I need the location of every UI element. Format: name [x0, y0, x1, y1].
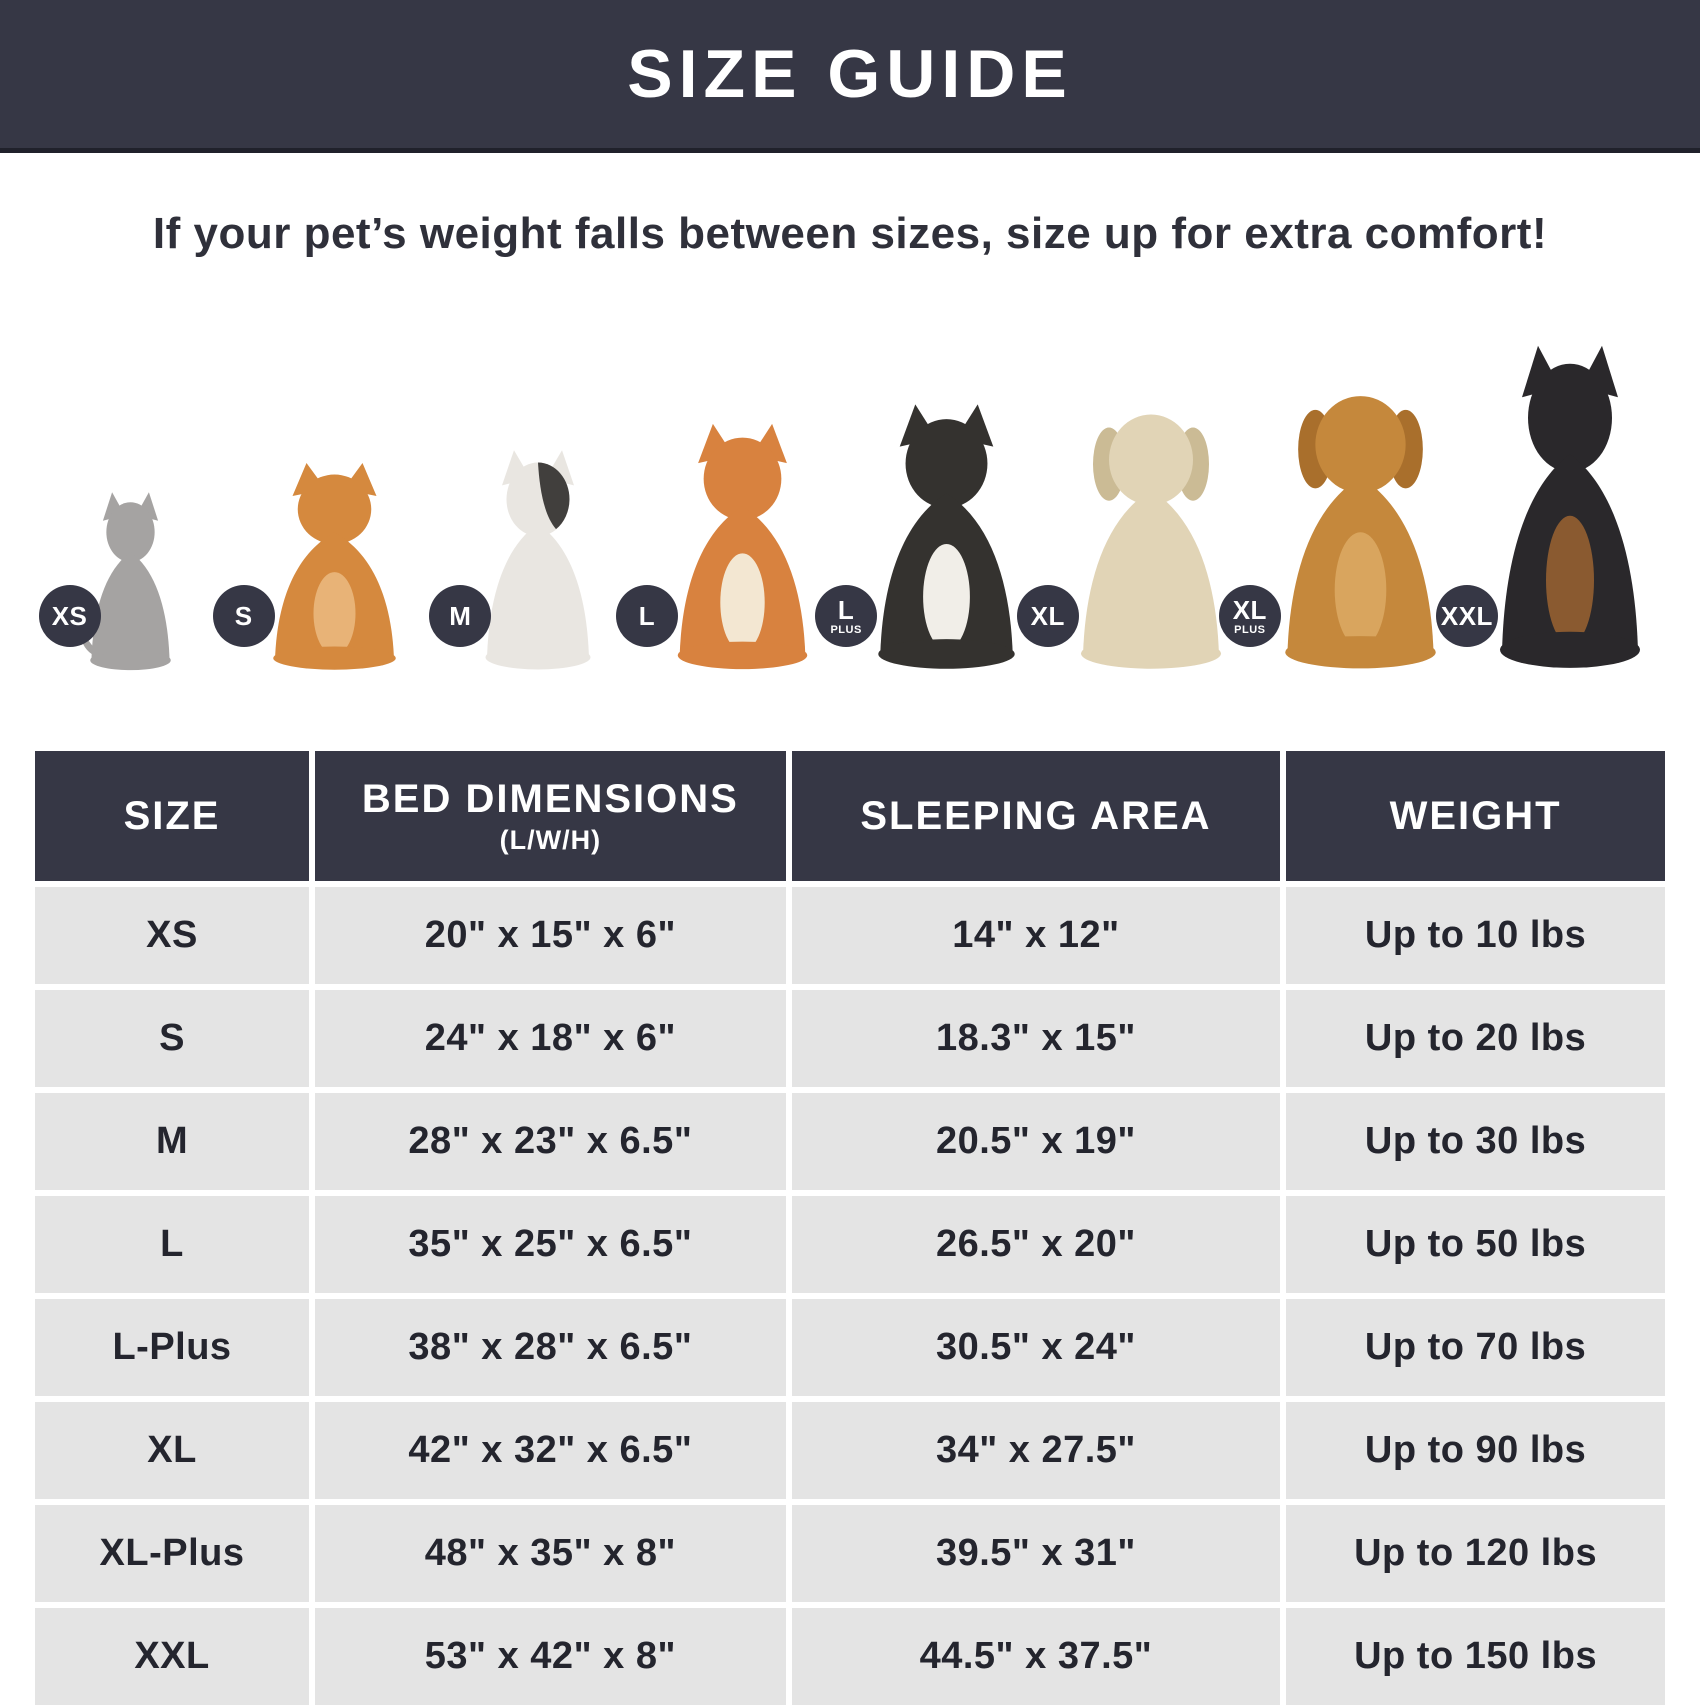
size-badge-label: M — [449, 601, 472, 631]
size-table — [35, 751, 1665, 1705]
cell-weight-row-xxl: Up to 150 lbs — [1286, 1608, 1665, 1705]
labrador-xl — [1030, 393, 1251, 673]
golden-retriever-xlplus-illustration — [1253, 373, 1468, 673]
cell-bed-dimensions-row-s: 24" x 18" x 6" — [315, 990, 786, 1087]
cell-sleeping-area-row-xl-plus: 39.5" x 31" — [792, 1505, 1280, 1602]
column-header-size — [35, 751, 309, 881]
cell-bed-dimensions-row-xl: 42" x 32" x 6.5" — [315, 1402, 786, 1499]
cell-weight-row-s: Up to 20 lbs — [1286, 990, 1665, 1087]
cell-sleeping-area-row-s: 18.3" x 15" — [792, 990, 1280, 1087]
cell-bed-dimensions-row-xs: 20" x 15" x 6" — [315, 887, 786, 984]
size-badge-xxl — [1436, 585, 1498, 647]
cat-xs-illustration — [73, 488, 188, 673]
pomeranian-s-illustration — [247, 458, 422, 673]
labrador-xl-illustration — [1051, 393, 1251, 673]
cell-weight-row-xl: Up to 90 lbs — [1286, 1402, 1665, 1499]
cell-sleeping-area-row-l: 26.5" x 20" — [792, 1196, 1280, 1293]
cell-sleeping-area-row-xl: 34" x 27.5" — [792, 1402, 1280, 1499]
pet-m — [436, 301, 640, 673]
cell-weight-row-l-plus: Up to 70 lbs — [1286, 1299, 1665, 1396]
cell-bed-dimensions-row-l: 35" x 25" x 6.5" — [315, 1196, 786, 1293]
size-badge-label: XXL — [1440, 601, 1493, 631]
size-badge-xs — [39, 585, 101, 647]
column-header-weight-label: WEIGHT — [1389, 793, 1562, 838]
size-badge-label: L — [837, 594, 855, 625]
cell-sleeping-area-row-l-plus: 30.5" x 24" — [792, 1299, 1280, 1396]
size-badge-l-plus — [815, 585, 877, 647]
size-badge-xl-plus — [1219, 585, 1281, 647]
pomeranian-s — [234, 458, 422, 673]
cell-sleeping-area-row-xs: 14" x 12" — [792, 887, 1280, 984]
cell-sleeping-area-row-xxl: 44.5" x 37.5" — [792, 1608, 1280, 1705]
border-collie-lplus — [830, 398, 1044, 673]
shiba-inu-l — [638, 418, 835, 673]
size-badge-label: XL — [1232, 594, 1267, 625]
doberman-xxl-illustration — [1470, 338, 1670, 673]
column-header-size-label: SIZE — [123, 793, 221, 838]
cell-weight-row-xl-plus: Up to 120 lbs — [1286, 1505, 1665, 1602]
cell-size-row-s: S — [35, 990, 309, 1087]
pet-xxl — [1440, 301, 1672, 673]
size-badge-m — [429, 585, 491, 647]
cell-sleeping-area-row-m: 20.5" x 19" — [792, 1093, 1280, 1190]
cell-size-row-l-plus: L-Plus — [35, 1299, 309, 1396]
column-header-sleeping-area-label: SLEEPING AREA — [860, 793, 1212, 838]
column-header-weight — [1286, 751, 1665, 881]
pet-xs — [28, 301, 232, 673]
cell-weight-row-xs: Up to 10 lbs — [1286, 887, 1665, 984]
column-header-bed-dimensions — [315, 751, 786, 881]
cell-weight-row-m: Up to 30 lbs — [1286, 1093, 1665, 1190]
french-bulldog-m-illustration — [463, 445, 613, 673]
doberman-xxl — [1440, 338, 1670, 673]
cell-size-row-xs: XS — [35, 887, 309, 984]
column-header-sleeping-area — [792, 751, 1280, 881]
pet-row — [28, 301, 1672, 673]
size-badge-label: XL — [1030, 601, 1065, 631]
cat-xs — [51, 488, 188, 673]
pet-l — [640, 301, 844, 673]
cell-size-row-m: M — [35, 1093, 309, 1190]
cell-size-row-xl-plus: XL-Plus — [35, 1505, 309, 1602]
size-badge-sublabel: PLUS — [1234, 623, 1266, 636]
size-badge-label: XS — [51, 601, 88, 631]
column-header-bed-dimensions-label: BED DIMENSIONS — [361, 776, 739, 821]
shiba-inu-l-illustration — [650, 418, 835, 673]
cell-bed-dimensions-row-l-plus: 38" x 28" x 6.5" — [315, 1299, 786, 1396]
size-badge-xl — [1017, 585, 1079, 647]
cell-size-row-xxl: XXL — [35, 1608, 309, 1705]
cell-bed-dimensions-row-m: 28" x 23" x 6.5" — [315, 1093, 786, 1190]
cell-weight-row-l: Up to 50 lbs — [1286, 1196, 1665, 1293]
page-title: SIZE GUIDE — [627, 36, 1073, 112]
cell-bed-dimensions-row-xl-plus: 48" x 35" x 8" — [315, 1505, 786, 1602]
border-collie-lplus-illustration — [849, 398, 1044, 673]
size-badge-s — [213, 585, 275, 647]
sizing-tip-text: If your pet’s weight falls between sizes, size up for extra comfort! — [152, 209, 1548, 258]
title-bar — [0, 0, 1700, 153]
column-header-bed-dimensions-sub: (L/W/H) — [499, 824, 602, 855]
size-badge-l — [616, 585, 678, 647]
cell-size-row-l: L — [35, 1196, 309, 1293]
size-badge-sublabel: PLUS — [830, 623, 862, 636]
cell-size-row-xl: XL — [35, 1402, 309, 1499]
cell-bed-dimensions-row-xxl: 53" x 42" x 8" — [315, 1608, 786, 1705]
french-bulldog-m — [449, 445, 613, 673]
pet-s — [232, 301, 436, 673]
size-badge-label: S — [234, 601, 253, 631]
golden-retriever-xlplus — [1232, 373, 1468, 673]
size-badge-label: L — [638, 601, 656, 631]
